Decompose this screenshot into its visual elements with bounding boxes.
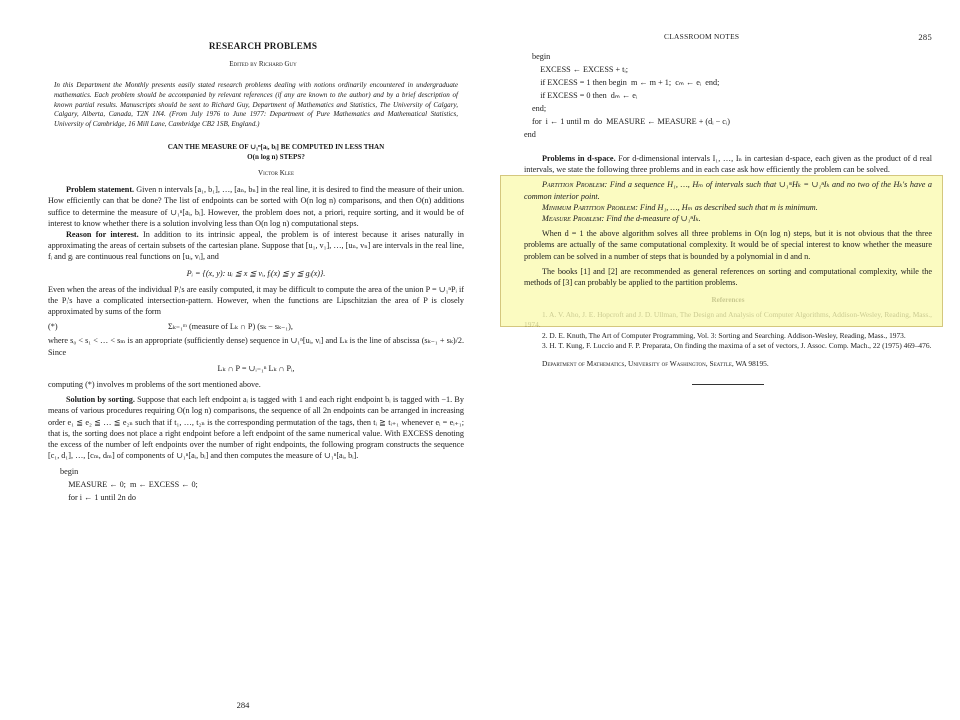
partition-problem-label: Partition Problem: xyxy=(542,180,608,190)
d-space-text: For d-dimensional intervals I₁, …, Iₙ in cartesian d-space, each given as the product of d real intervals, we state the following three problems and in each case ask how efficiently the problem can be solved. xyxy=(524,154,932,175)
code-line: begin xyxy=(532,52,551,61)
minimum-partition-label: Minimum Partition Problem: xyxy=(542,202,638,212)
equation-star-body: Σₖ₌₁ᵐ (measure of Lₖ ∩ P) (sₖ − sₖ₋₁), xyxy=(168,322,293,332)
page-number-right: 285 xyxy=(918,32,932,42)
reason-heading: Reason for interest. xyxy=(66,229,139,239)
section-title: RESEARCH PROBLEMS xyxy=(208,41,318,52)
intro-paragraph: In this Department the Monthly presents easily stated research problems dealing with notions ordinarily encountered in undergraduate mathematics. Each problem should be accompanied by relevant references (if any are known to the author) and by a brief description of known partial results. Manuscripts should be sent to Richard Guy, Department of Mathematics and Statistics, The University of Calgary, Calgary, Alberta, Canada, T2N 1N4. (From July 1976 to June 1977: Department of Pure Mathematics and Mathematical Statistics, University of Cambridge, 16 Mill Lane, Cambridge CB2 1SB, England.) xyxy=(54,81,458,128)
computing-line: computing (*) involves m problems of the sort mentioned above. xyxy=(48,379,261,389)
minimum-partition-text: Find H₁, …, Hₘ as described such that m is minimum. xyxy=(637,202,818,212)
running-head: CLASSROOM NOTES xyxy=(664,32,740,41)
affiliation: Department of Mathematics, University of Washington, Seattle, WA 98195. xyxy=(542,359,769,369)
code-line: if EXCESS = 0 then dₘ ← eᵢ xyxy=(532,91,638,100)
problem-statement-heading: Problem statement. xyxy=(66,185,135,195)
right-page xyxy=(486,0,960,720)
end-rule xyxy=(692,384,764,385)
reason-paragraph xyxy=(48,229,464,263)
books-paragraph: The books [1] and [2] are recommended as general references on sorting and computational complexity, while the methods of [3] can probably be applied to the partition problems. xyxy=(524,266,932,288)
d-equals-one-paragraph: When d = 1 the above algorithm solves all three problems in O(n log n) steps, but it is not obvious that the three problems are actually of the same computational complexity. It would be of special interest to know whether the measure problem can be solved in a number of steps that is bounded by a polynomial in d and n. xyxy=(524,229,932,261)
running-header xyxy=(524,32,932,42)
partition-problem xyxy=(524,179,932,201)
abscissa-paragraph: where s₀ < s₁ < … < sₘ is an appropriate (sufficiently dense) sequence in ∪₁ⁿ[uᵢ, vᵢ] and Lₖ is the line of abscissa (sₖ₋₁ + sₖ)/2. Since xyxy=(48,336,464,357)
sorting-text: Suppose that each left endpoint aᵢ is tagged with 1 and each right endpoint bᵢ is tagged with −1. By means of various procedures requiring O(n log n) comparisons, the sequence of all 2n endpoints can be arranged in increasing order e₁ ≦ e₂ ≦ … ≦ e₂ₙ such that if t₁, …, t₂ₙ is the corresponding permutation of the tags, then tᵢ ≧ tᵢ₊₁ whenever eᵢ = eᵢ₊₁; that is, the sorting does not place a right endpoint before a left endpoint of the same numerical value. With EXCESS denoting the excess of the number of left endpoints over the number of right endpoints, the following program constructs the sequence [c₁, d₁], …, [cₘ, dₘ] of components of ∪₁ⁿ[aᵢ, bᵢ] and then computes the measure of ∪₁ⁿ[aᵢ, bᵢ]. xyxy=(48,395,464,461)
measure-problem-label: Measure Problem: xyxy=(542,214,605,224)
union-paragraph: Even when the areas of the individual Pᵢ's are easily computed, it may be difficult to compute the area of the union P = ∪₁ⁿPᵢ if the Pᵢ's have a complicated intersection-pattern. However, when the functions are Lipschitzian the area of P is closely approximated by sums of the form xyxy=(48,284,464,317)
code-line: end; xyxy=(532,104,547,113)
code-line: end xyxy=(524,130,536,139)
article-title-line-1: CAN THE MEASURE OF ∪₁ⁿ[aᵢ, bᵢ] BE COMPUTED IN LESS THAN xyxy=(167,143,385,152)
problem-statement-text: Given n intervals [a₁, b₁], …, [aₙ, bₙ] in the real line, it is desired to find the measure of their union. How efficiently can that be done? The list of endpoints can be sorted with O(n log n) comparisons, and then O(n) additions suffice to determine the measure of ∪₁ⁿ[aᵢ, bᵢ]. However, the problem does not, a priori, require sorting, and it would be of interest to know whether there is a solution involving less than O(n log n) computational steps. xyxy=(48,185,464,228)
minimum-partition-problem xyxy=(524,202,932,213)
reference-item: 3. H. T. Kung, F. Luccio and F. P. Preparata, On finding the maxima of a set of vectors, J. Assoc. Comp. Mach., 22 (1975) 469–476. xyxy=(542,341,932,351)
reason-text: In addition to its intrinsic appeal, the problem is of interest because it arises naturally in approximating the areas of certain subsets of the cartesian plane. Suppose that [u₁, v₁], …, [uₙ, vₙ] are intervals in the real line, fᵢ and gᵢ are continuous real functions on [uᵢ, vᵢ], and xyxy=(48,229,464,262)
partition-problem-text: Find a sequence H₁, …, Hₘ of intervals such that ∪₁ᵐHₖ = ∪₁ⁿIₖ and no two of the Hₖ's have a common interior point. xyxy=(524,180,932,201)
measure-problem xyxy=(524,213,932,224)
d-space-heading: Problems in d-space. xyxy=(542,154,616,163)
code-line: begin xyxy=(60,467,79,477)
code-line: for i ← 1 until 2n do xyxy=(60,493,136,503)
problem-statement-paragraph xyxy=(48,184,464,229)
sorting-heading: Solution by sorting. xyxy=(66,395,135,405)
article-title-line-2: O(n log n) STEPS? xyxy=(247,152,305,161)
equation-l: Lₖ ∩ P = ∪ᵢ₌₁ⁿ Lₖ ∩ Pᵢ, xyxy=(217,363,295,373)
code-line: for i ← 1 until m do MEASURE ← MEASURE + (dᵢ − cᵢ) xyxy=(532,117,730,126)
equation-star xyxy=(48,321,464,331)
equation-pi: Pᵢ = {(x, y): uᵢ ≦ x ≦ vᵢ, fᵢ(x) ≦ y ≦ gᵢ(x)}. xyxy=(186,268,326,278)
code-line: EXCESS ← EXCESS + tᵢ; xyxy=(532,65,629,74)
equation-star-label: (*) xyxy=(48,321,58,331)
code-line: if EXCESS = 1 then begin m ← m + 1; cₘ ← eᵢ end; xyxy=(532,78,720,87)
page-number-left: 284 xyxy=(236,700,250,710)
measure-problem-text: Find the d-measure of ∪₁ⁿIₖ. xyxy=(604,214,701,224)
sorting-paragraph xyxy=(48,394,464,461)
d-space-paragraph xyxy=(524,153,932,175)
reference-item: 2. D. E. Knuth, The Art of Computer Programming, Vol. 3: Sorting and Searching. Addison-Wesley, Reading, Mass., 1973. xyxy=(542,330,906,340)
editor-line: Edited by Richard Guy xyxy=(229,60,297,69)
author: Victor Klee xyxy=(257,168,295,177)
code-line: MEASURE ← 0; m ← EXCESS ← 0; xyxy=(60,480,198,490)
